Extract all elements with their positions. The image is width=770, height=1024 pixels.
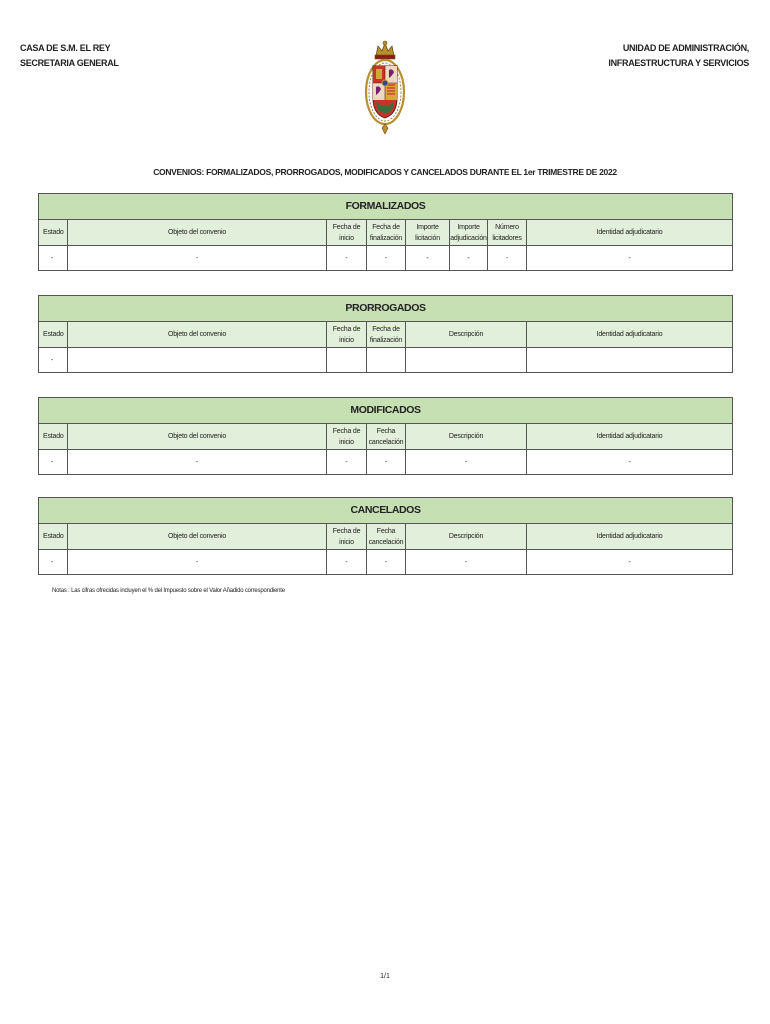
table-row — [39, 450, 733, 475]
prorrogados-table — [38, 295, 733, 373]
col-fecha-inicio: Fecha de inicio — [327, 220, 367, 246]
col-identidad-adjudicatario: Identidad adjudicatario — [527, 524, 733, 550]
cell-estado: - — [39, 550, 68, 575]
cell-descripcion: - — [406, 450, 527, 475]
cell-estado: - — [39, 450, 68, 475]
col-numero-licitadores: Número licitadores — [488, 220, 527, 246]
col-fecha-finalizacion: Fecha de finalización — [367, 220, 406, 246]
notes-text: Notas : Las cifras ofrecidas incluyen el % del Impuesto sobre el Valor Añadido correspondiente — [52, 588, 285, 594]
col-importe-adjudicacion: Importe adjudicación — [450, 220, 488, 246]
col-estado: Estado — [39, 524, 68, 550]
table-row — [39, 348, 733, 373]
cell-importe-adjudicacion: - — [450, 246, 488, 271]
cell-identidad-adjudicatario: - — [527, 246, 733, 271]
cell-objeto: - — [68, 246, 327, 271]
unit-name-line1: UNIDAD DE ADMINISTRACIÓN, — [622, 43, 749, 53]
col-identidad-adjudicatario: Identidad adjudicatario — [527, 322, 733, 348]
col-fecha-inicio: Fecha de inicio — [327, 424, 367, 450]
col-descripcion: Descripción — [406, 524, 527, 550]
document-title: CONVENIOS: FORMALIZADOS, PRORROGADOS, MODIFICADOS Y CANCELADOS DURANTE EL 1er TRIMESTRE DE 2022 — [153, 167, 617, 177]
cell-objeto: - — [68, 450, 327, 475]
cell-fecha-cancelacion: - — [367, 550, 406, 575]
cell-fecha-inicio: - — [327, 450, 367, 475]
cell-estado: - — [39, 348, 68, 373]
cell-importe-licitacion: - — [406, 246, 450, 271]
unit-name-line2: INFRAESTRUCTURA Y SERVICIOS — [608, 58, 749, 68]
col-fecha-inicio: Fecha de inicio — [327, 524, 367, 550]
col-descripcion: Descripción — [406, 322, 527, 348]
formalizados-table — [38, 193, 733, 271]
cell-identidad-adjudicatario: - — [527, 550, 733, 575]
col-descripcion: Descripción — [406, 424, 527, 450]
col-fecha-cancelacion: Fecha cancelación — [367, 524, 406, 550]
cancelados-table — [38, 497, 733, 575]
page-number: 1/1 — [380, 973, 390, 980]
cell-descripcion — [406, 348, 527, 373]
cell-objeto — [68, 348, 327, 373]
royal-crest-logo — [364, 40, 406, 138]
cell-descripcion: - — [406, 550, 527, 575]
cell-fecha-inicio — [327, 348, 367, 373]
cell-objeto: - — [68, 550, 327, 575]
cell-numero-licitadores: - — [488, 246, 527, 271]
cell-fecha-inicio: - — [327, 246, 367, 271]
col-importe-licitacion: Importe licitación — [406, 220, 450, 246]
col-estado: Estado — [39, 322, 68, 348]
column-header-row — [39, 524, 733, 550]
org-department: SECRETARIA GENERAL — [20, 58, 119, 68]
cell-fecha-cancelacion: - — [367, 450, 406, 475]
cell-fecha-inicio: - — [327, 550, 367, 575]
col-estado: Estado — [39, 424, 68, 450]
header-left — [20, 41, 119, 71]
col-fecha-inicio: Fecha de inicio — [327, 322, 367, 348]
col-estado: Estado — [39, 220, 68, 246]
header-right — [608, 41, 749, 71]
section-title-modificados: MODIFICADOS — [39, 398, 733, 424]
col-identidad-adjudicatario: Identidad adjudicatario — [527, 220, 733, 246]
cell-fecha-finalizacion: - — [367, 246, 406, 271]
table-row — [39, 246, 733, 271]
table-row — [39, 550, 733, 575]
col-fecha-cancelacion: Fecha cancelación — [367, 424, 406, 450]
column-header-row — [39, 322, 733, 348]
col-objeto: Objeto del convenio — [68, 322, 327, 348]
column-header-row — [39, 424, 733, 450]
col-identidad-adjudicatario: Identidad adjudicatario — [527, 424, 733, 450]
cell-estado: - — [39, 246, 68, 271]
modificados-table — [38, 397, 733, 475]
section-title-formalizados: FORMALIZADOS — [39, 194, 733, 220]
col-fecha-finalizacion: Fecha de finalización — [367, 322, 406, 348]
section-title-prorrogados: PRORROGADOS — [39, 296, 733, 322]
cell-fecha-finalizacion — [367, 348, 406, 373]
cell-identidad-adjudicatario — [527, 348, 733, 373]
col-objeto: Objeto del convenio — [68, 524, 327, 550]
column-header-row — [39, 220, 733, 246]
col-objeto: Objeto del convenio — [68, 424, 327, 450]
cell-identidad-adjudicatario: - — [527, 450, 733, 475]
org-name: CASA DE S.M. EL REY — [20, 43, 111, 53]
section-title-cancelados: CANCELADOS — [39, 498, 733, 524]
col-objeto: Objeto del convenio — [68, 220, 327, 246]
